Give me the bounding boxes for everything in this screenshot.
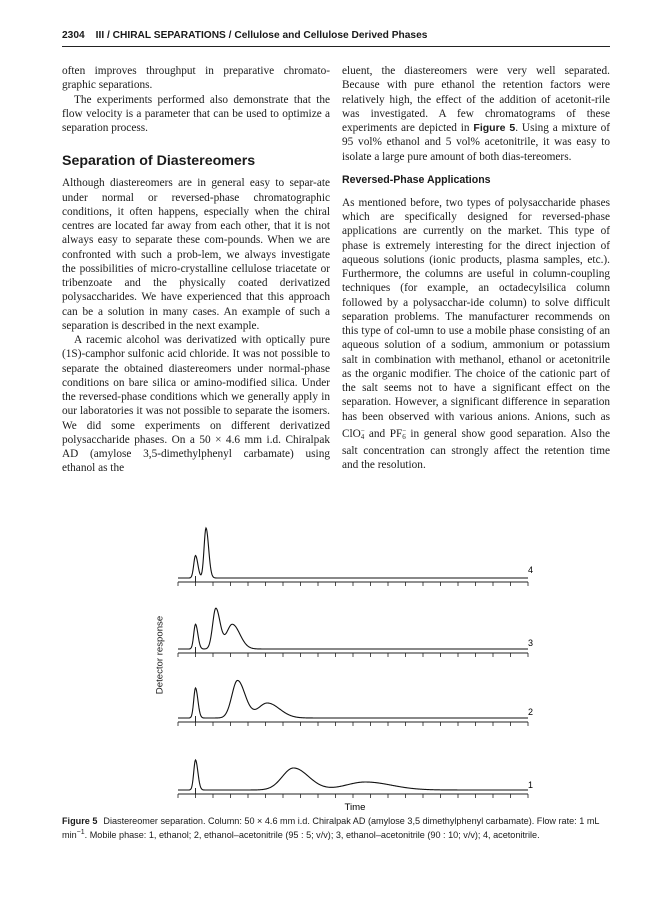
subscript: 4 — [360, 432, 365, 441]
chromatogram-figure — [150, 515, 560, 815]
paragraph: A racemic alcohol was derivatized with optically pure (1S)-camphor sulfonic acid chloride. It was not possible to separate the obtained diastereomers under normal-phase conditions on bare silica or amino-modified silica. Under the reversed-phase conditions which we generally apply in our laboratories it was not possible to separate the isomers. We did some experiments on different derivatized polysaccharide phases. On a 50 × 4.6 mm i.d. Chiralpak AD (amylose 3,5-dimethylphenyl carbamate) using ethanol as the — [62, 334, 330, 475]
trace-line-2 — [178, 680, 528, 718]
figure-link[interactable]: Figure 5 — [473, 122, 516, 134]
right-column — [342, 64, 610, 473]
caption-label: Figure 5 — [62, 816, 98, 826]
superscript: − — [402, 426, 407, 435]
text-run: and PF — [364, 427, 403, 440]
trace-line-4 — [178, 528, 528, 578]
text-run: eluent, the diastereomers were very well separated. Because with pure ethanol the retention factors were relatively high, the effect of the addition of acetonit-rile was investigated. A few chromatograms of these experiments are depicted in — [342, 65, 610, 134]
running-title: III / CHIRAL SEPARATIONS / Cellulose and Cellulose Derived Phases — [95, 30, 428, 41]
text-run: As mentioned before, two types of polysaccharide phases which are specifically designed for reversed-phase applications are currently on the market. This type of phase is extremely interesting for the direct injection of aqueous solutions (ionic products, plasma samples, etc.). Furthermore, the columns are useful in column-coupling techniques (for example, an octadecylsilica column followed by a polysacchar-ide column) to solve difficult separation problems. The manufacturer recommends on this type of col-umn to use a mobile phase consisting of an aqueous solution of a sodium, ammonium or potassium salt in combination with methanol, ethanol or acetonitrile as the organic modifier. The choice of the cationic part of the salt seems not to have a significant effect on the separation. However, a significant difference in separation has been observed with various anions. Anions, such as ClO — [342, 196, 610, 440]
paragraph — [342, 196, 610, 473]
paragraph — [342, 64, 610, 164]
caption-superscript: −1 — [76, 829, 85, 836]
figure-caption — [62, 815, 610, 841]
page-number: 2304 — [62, 30, 85, 41]
x-axis-label: Time — [344, 802, 366, 813]
caption-text: Diastereomer separation. Column: 50 × 4.6 mm i.d. Chiralpak AD (amylose 3,5 dimethylphenyl carbamate). Flow rate: 1 mL min — [62, 816, 600, 840]
left-column — [62, 64, 330, 476]
trace-label-4: 4 — [528, 565, 534, 575]
caption-text: . Mobile phase: 1, ethanol; 2, ethanol–acetonitrile (95 : 5; v/v); 3, ethanol–acetonitrile (90 : 10; v/v); 4, acetonitrile. — [84, 830, 540, 840]
paragraph: often improves throughput in preparative chromato-graphic separations. — [62, 65, 330, 92]
subscript: 6 — [402, 432, 406, 441]
trace-label-3: 3 — [528, 638, 534, 648]
trace-label-1: 1 — [528, 780, 534, 790]
y-axis-label-box — [150, 600, 170, 710]
trace-line-3 — [178, 608, 528, 649]
section-heading: Separation of Diastereomers — [62, 153, 256, 170]
trace-1 — [178, 760, 528, 798]
y-axis-label: Detector response — [154, 615, 166, 695]
trace-line-1 — [178, 760, 528, 790]
running-header — [62, 30, 610, 44]
text-run: . Using a mixture of 95 vol% ethanol and 5 vol% acetonitrile, it was easy to isolate a large pure amount of both dias-tereomers. — [342, 122, 610, 163]
superscript: − — [360, 426, 365, 435]
header-rule — [62, 46, 610, 47]
text-run: in general show good separation. Also the salt concentration can strongly affect the retention time and the resolution. — [342, 427, 610, 472]
paragraph: Although diastereomers are in general easy to separ-ate under normal or reversed-phase chromatographic conditions, it often happens, especially when the chiral centres are located far away from each other, that it is not always easy to separate these com-pounds. When we are confronted with such a prob-lem, we always investigate the possibilities of micro-crystalline cellulose triacetate or tribenzoate and the physically coated derivatized polysaccharides. We have experienced that this approach can be a solution in many cases. An example of such a separation is described in the next example. — [62, 177, 330, 332]
trace-2 — [178, 680, 528, 726]
trace-4 — [178, 528, 528, 586]
paragraph: The experiments performed also demonstrate that the flow velocity is a parameter that can be used to optimize a separation process. — [62, 93, 330, 134]
trace-label-2: 2 — [528, 707, 534, 717]
trace-3 — [178, 608, 528, 657]
subsection-heading: Reversed-Phase Applications — [342, 173, 491, 186]
